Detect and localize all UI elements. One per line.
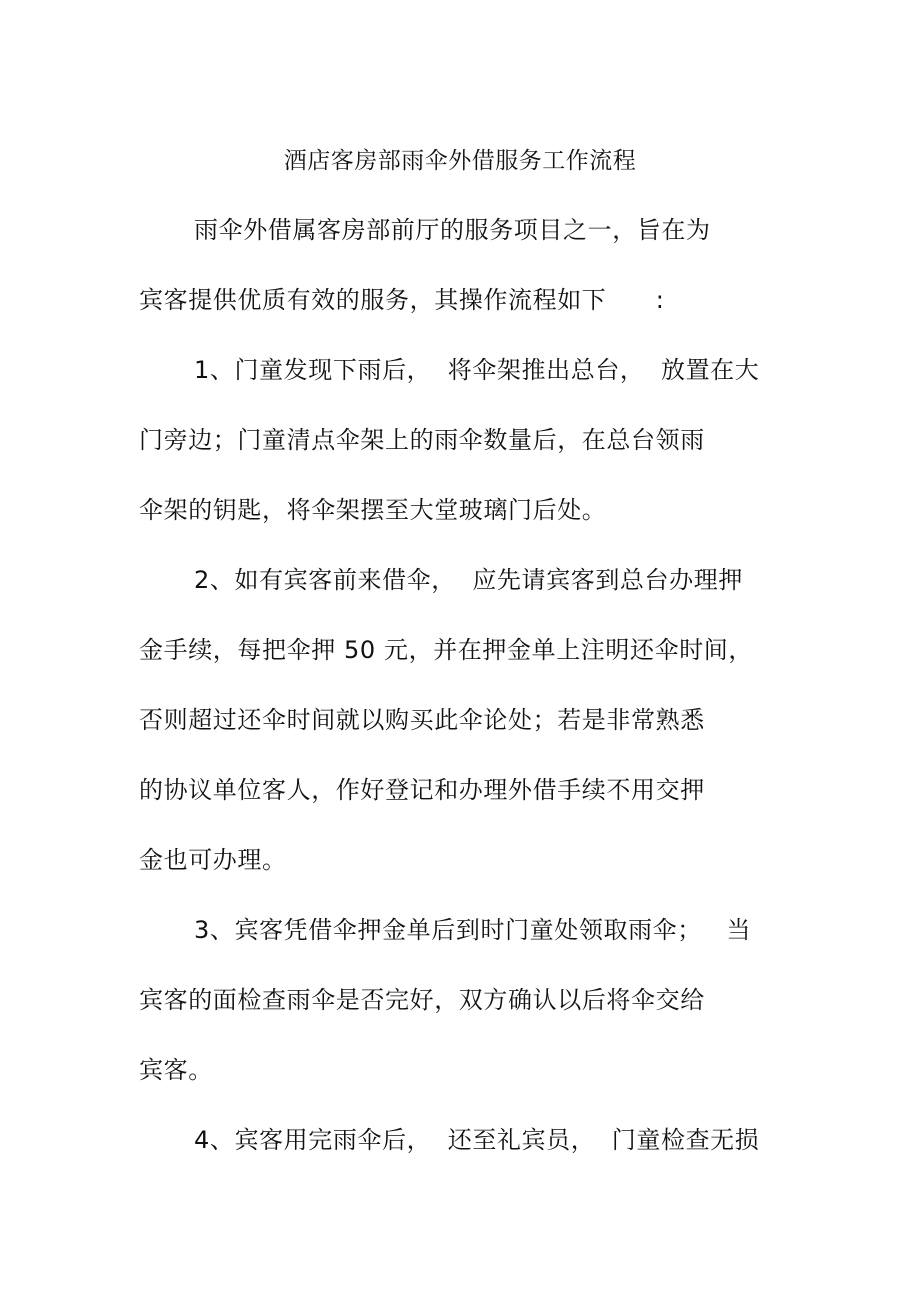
paragraph-line: 的协议单位客人，作好登记和办理外借手续不用交押: [139, 776, 705, 804]
paragraph-line: 1、门童发现下雨后， 将伞架推出总台， 放置在大: [194, 356, 760, 384]
document-title: 酒店客房部雨伞外借服务工作流程: [283, 148, 637, 174]
paragraph-line: 伞架的钥匙，将伞架摆至大堂玻璃门后处。: [139, 496, 607, 524]
paragraph-line: 宾客的面检查雨伞是否完好，双方确认以后将伞交给: [139, 986, 705, 1014]
paragraph-line: 否则超过还伞时间就以购买此伞论处；若是非常熟悉: [139, 706, 705, 734]
paragraph-line: 4、宾客用完雨伞后， 还至礼宾员， 门童检查无损: [194, 1126, 760, 1154]
paragraph-line: 宾客。: [139, 1056, 213, 1084]
paragraph-line: 宾客提供优质有效的服务，其操作流程如下 :: [139, 286, 665, 314]
paragraph-line: 雨伞外借属客房部前厅的服务项目之一，旨在为: [194, 216, 711, 244]
paragraph-line: 3、宾客凭借伞押金单后到时门童处领取雨伞； 当: [194, 916, 752, 944]
paragraph-line: 金手续，每把伞押 50 元，并在押金单上注明还伞时间，: [139, 636, 753, 664]
paragraph-line: 金也可办理。: [139, 846, 287, 874]
paragraph-line: 门旁边；门童清点伞架上的雨伞数量后，在总台领雨: [139, 426, 705, 454]
paragraph-line: 2、如有宾客前来借伞， 应先请宾客到总台办理押: [194, 566, 743, 594]
